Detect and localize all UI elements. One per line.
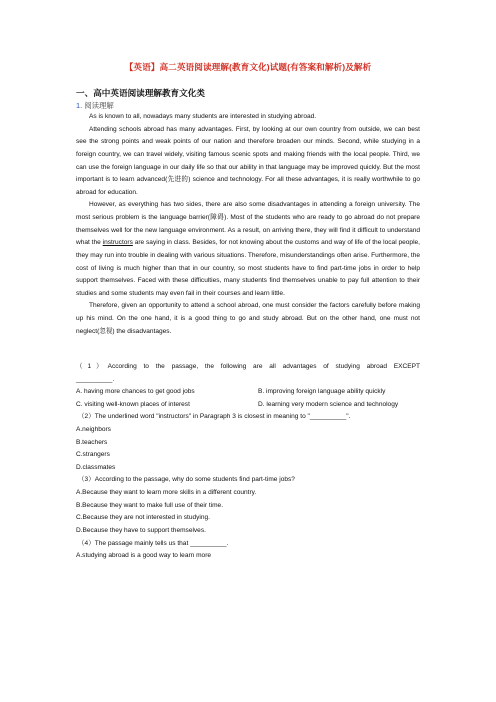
question-type: 阅读理解 — [84, 101, 114, 110]
q3-option-b: B.Because they want to make full use of their time. — [76, 501, 224, 509]
passage-paragraph-4: Therefore, given an opportunity to attend a school abroad, one must consider the factors carefully before making up his mind. On the one hand, it is a good thing to go and study abroad. But on the other hand, one must not neglect(忽视) the disadvantages. — [76, 302, 420, 335]
passage-paragraph-3 — [76, 199, 420, 300]
passage-paragraph-1: As is known to all, nowadays many students are interested in studying abroad. — [89, 113, 317, 120]
q2-option-d: D.classmates — [76, 463, 116, 471]
passage-paragraph-2: Attending schools abroad has many advantages. First, by looking at our own country from outside, we can best see the strong points and weak points of our nation and therefore broaden our minds. Second, while studying in a foreign country, we can travel widely, visiting famous scenic spots and making friends with the local people. Third, we can use the foreign language in our daily life so that our ability in that language may be improved quickly. But the most important is to learn advanced(先进的) science and technology. For all these advantages, it is really worthwhile to go abroad for education. — [76, 125, 420, 196]
q3-option-c: C.Because they are not interested in studying. — [76, 514, 210, 522]
q2-option-c: C.strangers — [76, 451, 110, 459]
section-heading: 一、高中英语阅读理解教育文化类 — [76, 88, 205, 98]
question-1-stem: （1）According to the passage, the following are all advantages of studying abroad EXCEPT — [76, 363, 420, 370]
q1-option-a: A. having more chances to get good jobs — [76, 388, 195, 396]
document-title: 【英语】高二英语阅读理解(教育文化)试题(有答案和解析)及解析 — [124, 62, 372, 72]
q2-option-a: A.neighbors — [76, 426, 111, 434]
q4-option-a: A.studying abroad is a good way to learn more — [76, 552, 212, 560]
q3-option-d: D.Because they have to support themselves. — [76, 526, 206, 534]
q2-option-b: B.teachers — [76, 438, 108, 446]
question-4-stem: （4）The passage mainly tells us that __________. — [78, 539, 229, 547]
question-1-options-row-2 — [76, 399, 420, 412]
paragraph-3-text-after: are saying in class. Besides, for not knowing about the customs and way of life of the local people, they may run into trouble in dealing with various situations. Therefore, misunderstandings often arise. Furthermore, the cost of living is much higher than that in our country, so most students have to find part-time jobs in order to help support themselves. Faced with these difficulties, many students find themselves unable to pay full attention to their studies and some students may even fail in their courses and learn little. — [76, 239, 420, 297]
reading-passage — [76, 111, 420, 338]
paragraph-3-text-before: However, as everything has two sides, there are also some disadvantages in attending a foreign university. The most serious problem is the language barrier(障碍). Most of the students who are ready to go abroad do not prepare themselves well for the new language environment. As a result, on arriving there, they will find it difficult to understand what the — [76, 201, 420, 247]
q1-option-c: C. visiting well-known places of interest — [76, 400, 190, 408]
underlined-word-instructors: instructors — [102, 239, 133, 247]
question-1-blank: __________. — [76, 375, 115, 383]
q3-option-a: A.Because they want to learn more skills in a different country. — [76, 489, 257, 497]
q1-option-d: D. learning very modern science and technology — [258, 400, 399, 408]
question-header — [76, 100, 114, 111]
question-3-stem: （3）According to the passage, why do some students find part-time jobs? — [78, 476, 295, 484]
q1-option-b: B. improving foreign language ability quickly — [258, 388, 386, 396]
question-1-options-row-1 — [76, 386, 420, 399]
question-2-stem: （2）The underlined word "instructors" in Paragraph 3 is closest in meaning to "__________". — [78, 413, 351, 421]
question-list — [76, 361, 420, 563]
question-number: 1. — [76, 101, 83, 110]
